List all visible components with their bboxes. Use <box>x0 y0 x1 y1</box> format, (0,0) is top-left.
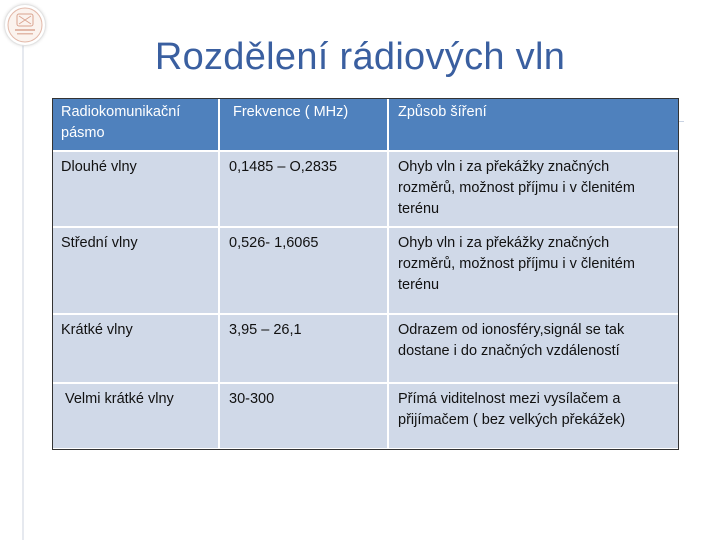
left-accent-rule <box>22 44 24 540</box>
cell-propagation: Ohyb vln i za překážky značných rozměrů, možnost příjmu i v členitém terénu <box>388 151 679 227</box>
cell-band: Střední vlny <box>52 227 219 314</box>
cell-band: Dlouhé vlny <box>52 151 219 227</box>
table-row <box>52 227 679 314</box>
cell-frequency: 0,526- 1,6065 <box>219 227 388 314</box>
page-title: Rozdělení rádiových vln <box>154 36 566 78</box>
table-row <box>52 383 679 448</box>
table-row <box>52 151 679 227</box>
cell-band: Velmi krátké vlny <box>52 383 219 448</box>
cell-frequency: 30-300 <box>219 383 388 448</box>
table-header-row <box>52 98 679 151</box>
radio-bands-table <box>52 98 679 448</box>
table-row <box>52 314 679 383</box>
header-band: Radiokomunikační pásmo <box>52 98 219 151</box>
cell-band: Krátké vlny <box>52 314 219 383</box>
cell-propagation: Odrazem od ionosféry,signál se tak dostane i do značných vzdáleností <box>388 314 679 383</box>
cell-propagation: Ohyb vln i za překážky značných rozměrů, možnost příjmu i v členitém terénu <box>388 227 679 314</box>
header-propagation: Způsob šíření <box>388 98 679 151</box>
cell-frequency: 0,1485 – O,2835 <box>219 151 388 227</box>
cell-frequency: 3,95 – 26,1 <box>219 314 388 383</box>
cell-propagation: Přímá viditelnost mezi vysílačem a přijímačem ( bez velkých překážek) <box>388 383 679 448</box>
header-frequency: Frekvence ( MHz) <box>219 98 388 151</box>
